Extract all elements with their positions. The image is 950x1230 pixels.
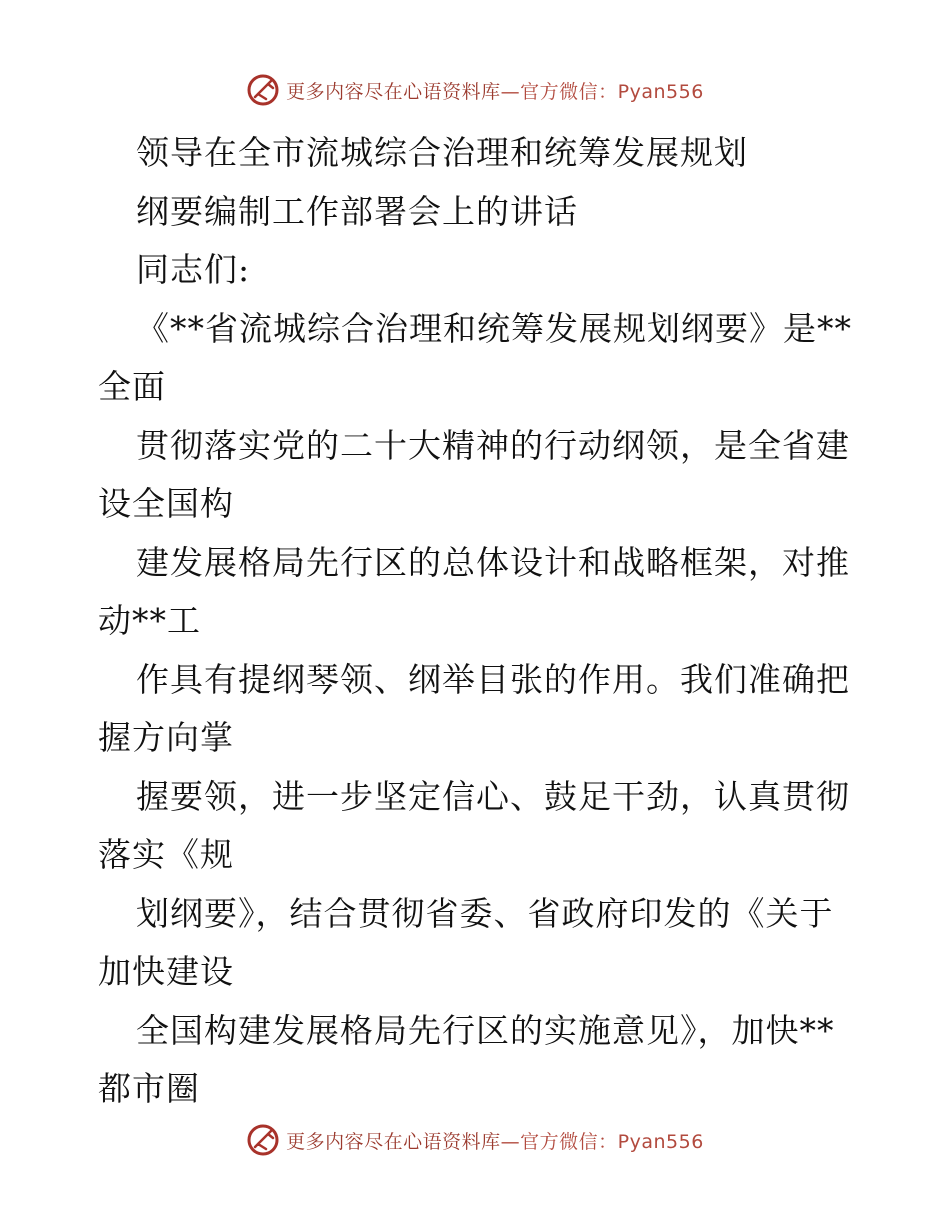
brand-logo-icon [246, 1123, 280, 1157]
document-title-line-1: 领导在全市流城综合治理和统筹发展规划 [136, 133, 748, 172]
brand-logo-icon [246, 73, 280, 107]
body-line: 全国构建发展格局先行区的实施意见》，加快** [136, 1010, 835, 1050]
body-line: 建发展格局先行区的总体设计和战略框架，对推 [136, 542, 850, 582]
body-line: 《**省流城综合治理和统筹发展规划纲要》是** [136, 308, 852, 348]
body-line: 贯彻落实党的二十大精神的行动纲领，是全省建 [136, 425, 850, 465]
body-line: 作具有提纲琴领、纲举目张的作用。我们准确把 [136, 659, 850, 699]
body-line: 落实《规 [98, 835, 234, 874]
body-line: 加快建设 [98, 952, 234, 991]
body-line: 握要领，进一步坚定信心、鼓足干劲，认真贯彻 [136, 776, 850, 816]
header-watermark [0, 70, 950, 110]
body-line: 握方向掌 [98, 718, 234, 757]
salutation: 同志们: [136, 250, 251, 289]
body-line: 划纲要》，结合贯彻省委、省政府印发的《关于 [136, 893, 834, 933]
document-body [98, 124, 858, 1119]
body-line: 动**工 [98, 601, 201, 640]
watermark-text: 更多内容尽在心语资料库—官方微信：Pyan556 [286, 80, 704, 103]
body-line: 设全国构 [98, 484, 234, 523]
document-title-line-2: 纲要编制工作部署会上的讲话 [136, 191, 578, 231]
watermark-text: 更多内容尽在心语资料库—官方微信：Pyan556 [286, 1130, 704, 1153]
footer-watermark [0, 1120, 950, 1160]
body-line: 都市圈 [98, 1069, 200, 1108]
body-line: 全面 [98, 367, 166, 406]
